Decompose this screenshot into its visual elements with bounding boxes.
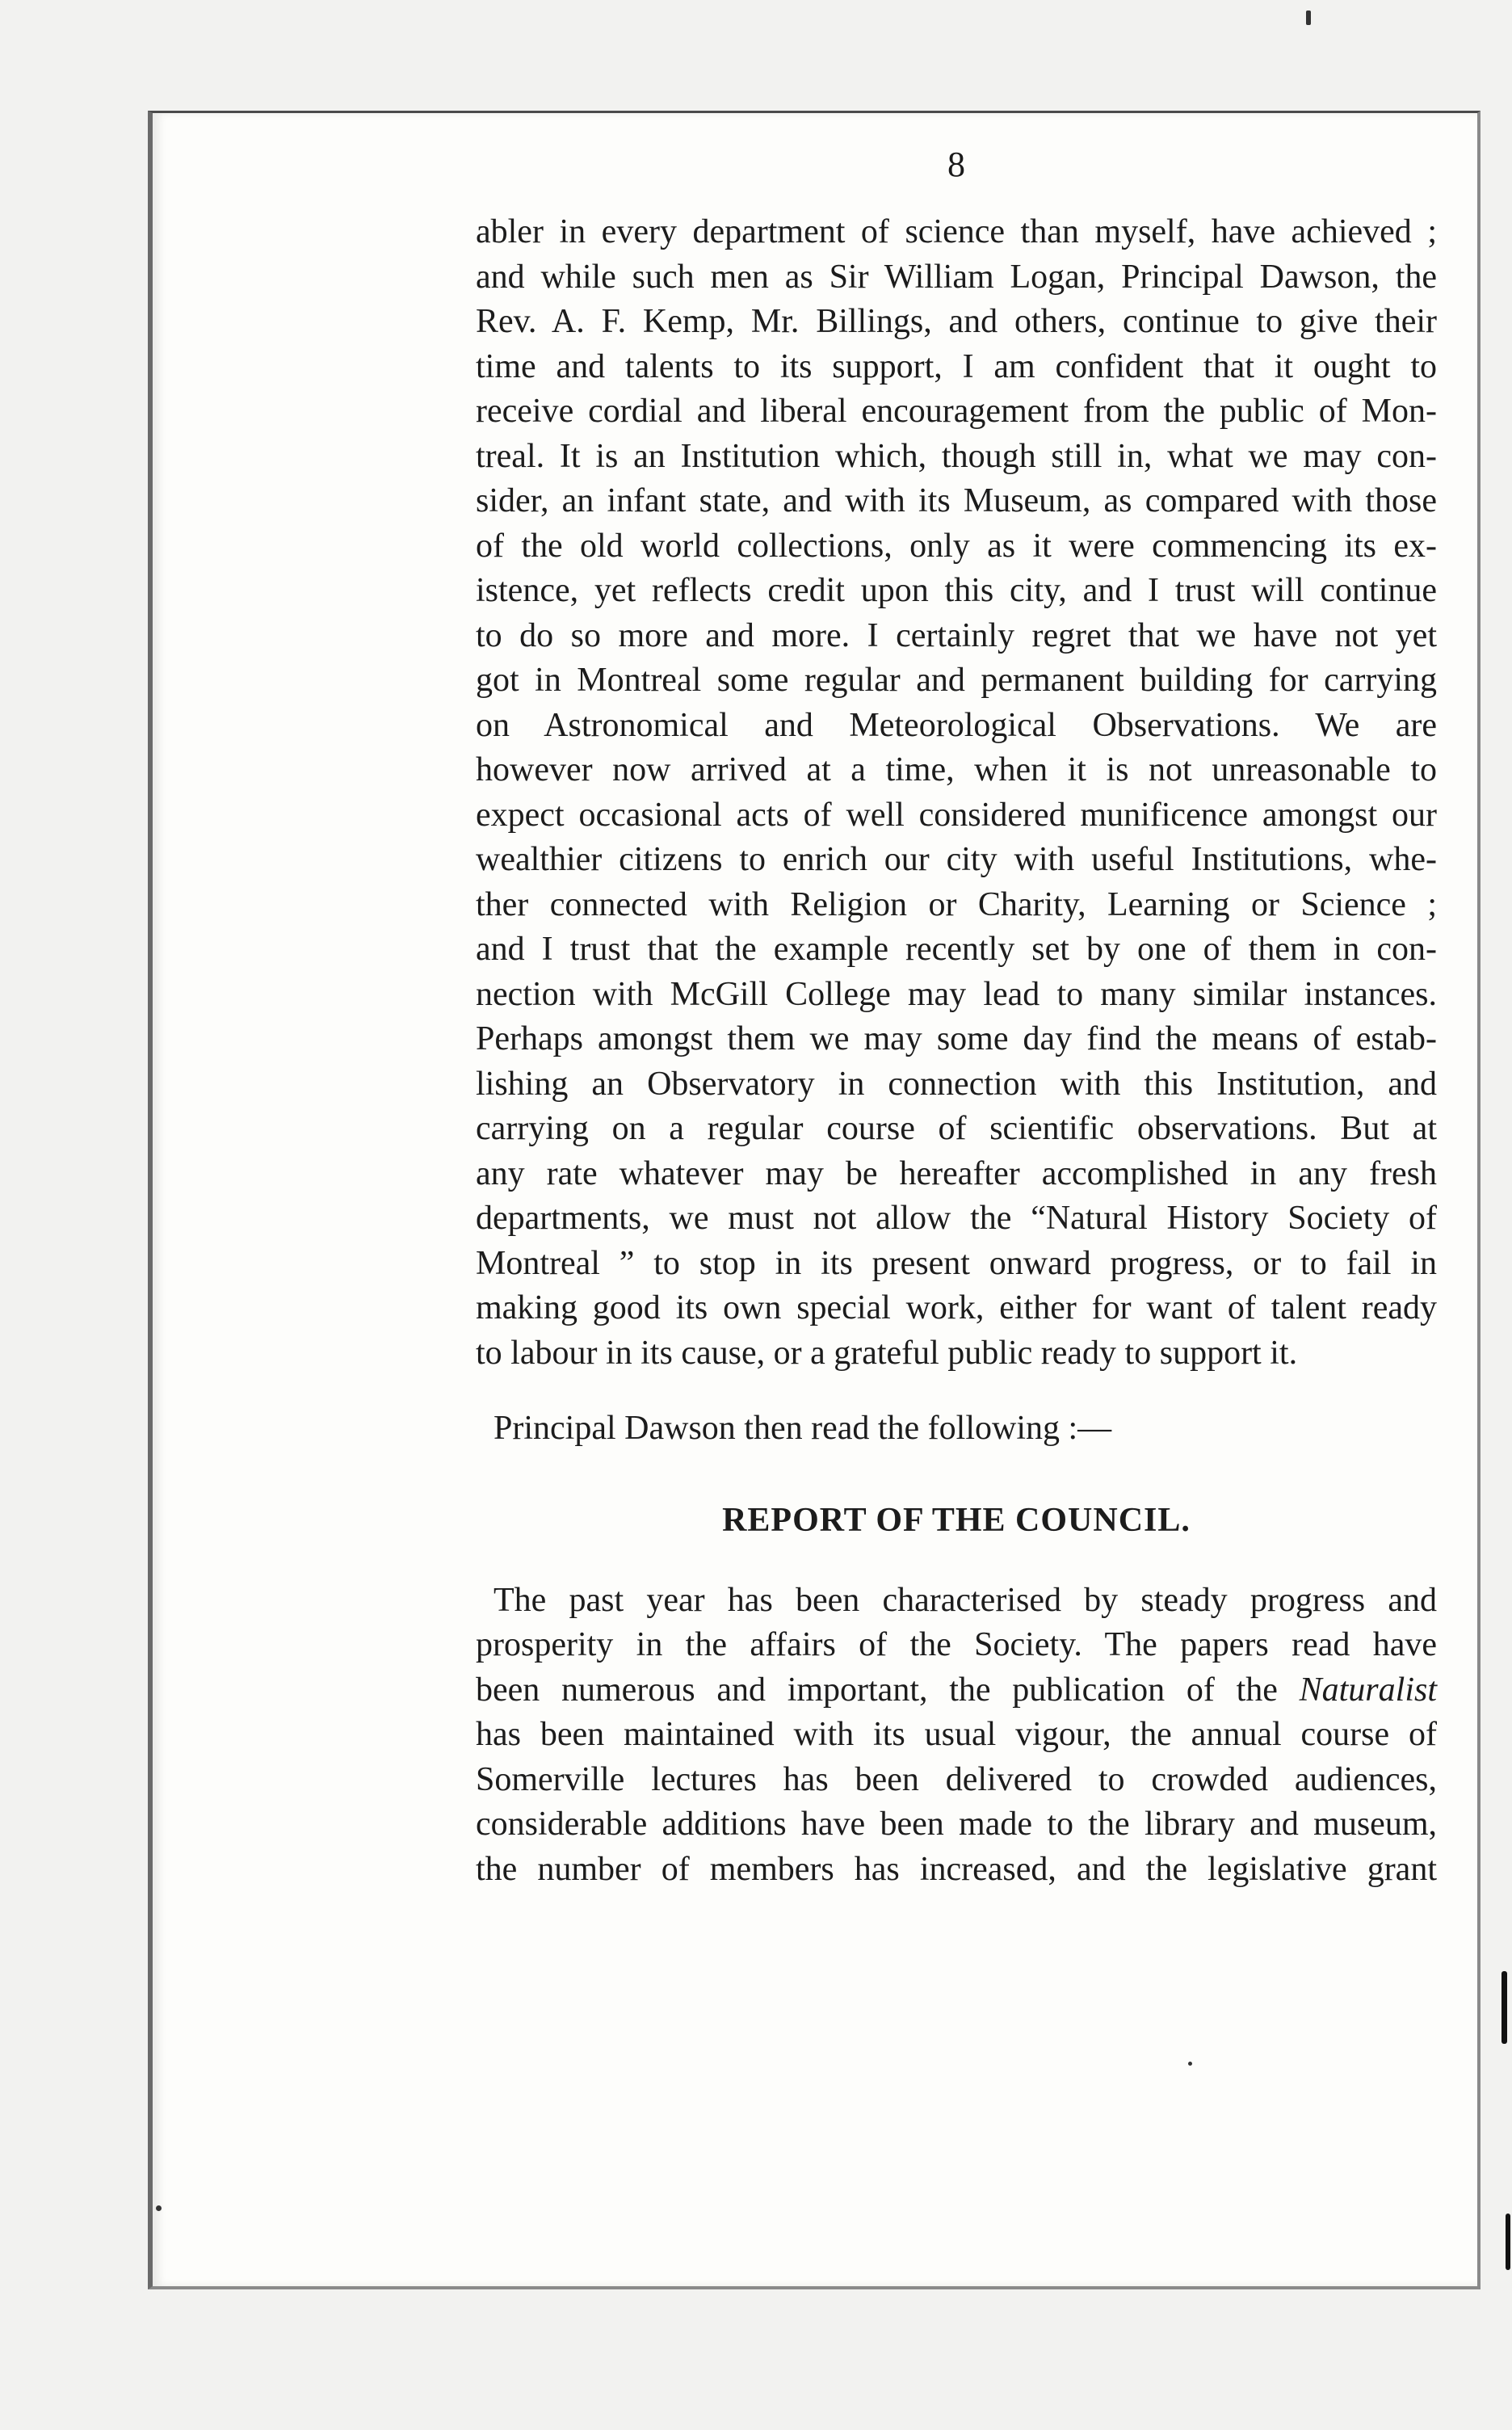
- text-line: lishing an Observatory in connection with this Institution, and: [476, 1065, 1437, 1103]
- text-line: of the old world collections, only as it were commencing its ex-: [476, 527, 1437, 565]
- paragraph-1: [476, 210, 1437, 1376]
- text-column: [476, 113, 1437, 2286]
- text-line: to do so more and more. I certainly regret that we have not yet: [476, 616, 1437, 654]
- text-line: any rate whatever may be hereafter accomplished in any fresh: [476, 1154, 1437, 1192]
- text-line: abler in every department of science than myself, have achieved ;: [476, 213, 1437, 250]
- text-line: however now arrived at a time, when it is not unreasonable to: [476, 751, 1437, 788]
- page-number: 8: [947, 145, 965, 184]
- text-line: expect occasional acts of well considered munificence amongst our: [476, 796, 1437, 834]
- scan-speck: [156, 2205, 162, 2211]
- text-line: and I trust that the example recently set by one of them in con-: [476, 931, 1437, 968]
- intro-line: Principal Dawson then read the following :—: [494, 1410, 1112, 1447]
- text-line: time and talents to its support, I am confident that it ought to: [476, 347, 1437, 385]
- text-line: considerable additions have been made to the library and museum,: [476, 1806, 1437, 1843]
- text-line: Rev. A. F. Kemp, Mr. Billings, and others, continue to give their: [476, 303, 1437, 340]
- text-line: receive cordial and liberal encouragement from the public of Mon-: [476, 393, 1437, 430]
- text-line: got in Montreal some regular and permanent building for carrying: [476, 662, 1437, 699]
- text-line: prosperity in the affairs of the Society. The papers read have: [476, 1626, 1437, 1663]
- text-line-with-italic: [476, 1668, 1437, 1713]
- scan-edge-mark: [1506, 2213, 1510, 2270]
- text-segment: been numerous and important, the publication of the: [476, 1671, 1278, 1709]
- text-line: treal. It is an Institution which, though still in, what we may con-: [476, 437, 1437, 475]
- body-text: [476, 210, 1437, 1892]
- text-line: making good its own special work, either for want of talent ready: [476, 1289, 1437, 1326]
- text-line: on Astronomical and Meteorological Observations. We are: [476, 706, 1437, 744]
- section-heading: REPORT OF THE COUNCIL.: [722, 1501, 1191, 1539]
- italic-term: Naturalist: [1299, 1671, 1438, 1709]
- scan-speck: [1306, 11, 1311, 25]
- text-line: carrying on a regular course of scientific observations. But at: [476, 1110, 1437, 1147]
- text-line: to labour in its cause, or a grateful public ready to support it.: [476, 1334, 1298, 1372]
- text-line: Somerville lectures has been delivered to crowded audiences,: [476, 1760, 1437, 1798]
- text-line: the number of members has increased, and the legislative grant: [476, 1850, 1437, 1888]
- text-line: Montreal ” to stop in its present onward progress, or to fail in: [476, 1244, 1437, 1282]
- text-line: ther connected with Religion or Charity, Learning or Science ;: [476, 885, 1437, 923]
- text-line: sider, an infant state, and with its Museum, as compared with those: [476, 482, 1437, 519]
- text-line: nection with McGill College may lead to many similar instances.: [476, 975, 1437, 1013]
- text-line: departments, we must not allow the “Natural History Society of: [476, 1200, 1437, 1237]
- text-line: The past year has been characterised by steady progress and: [494, 1581, 1437, 1619]
- text-line: has been maintained with its usual vigour, the annual course of: [476, 1716, 1437, 1753]
- text-line: Perhaps amongst them we may some day find the means of estab-: [476, 1020, 1437, 1057]
- text-line: wealthier citizens to enrich our city with useful Institutions, whe-: [476, 841, 1437, 878]
- text-line: istence, yet reflects credit upon this city, and I trust will continue: [476, 572, 1437, 609]
- document-page: [148, 111, 1480, 2289]
- text-line: and while such men as Sir William Logan, Principal Dawson, the: [476, 258, 1437, 296]
- paragraph-2: [476, 1579, 1437, 1893]
- scan-edge-mark: [1502, 1971, 1507, 2044]
- scan-speck: [1188, 2062, 1192, 2066]
